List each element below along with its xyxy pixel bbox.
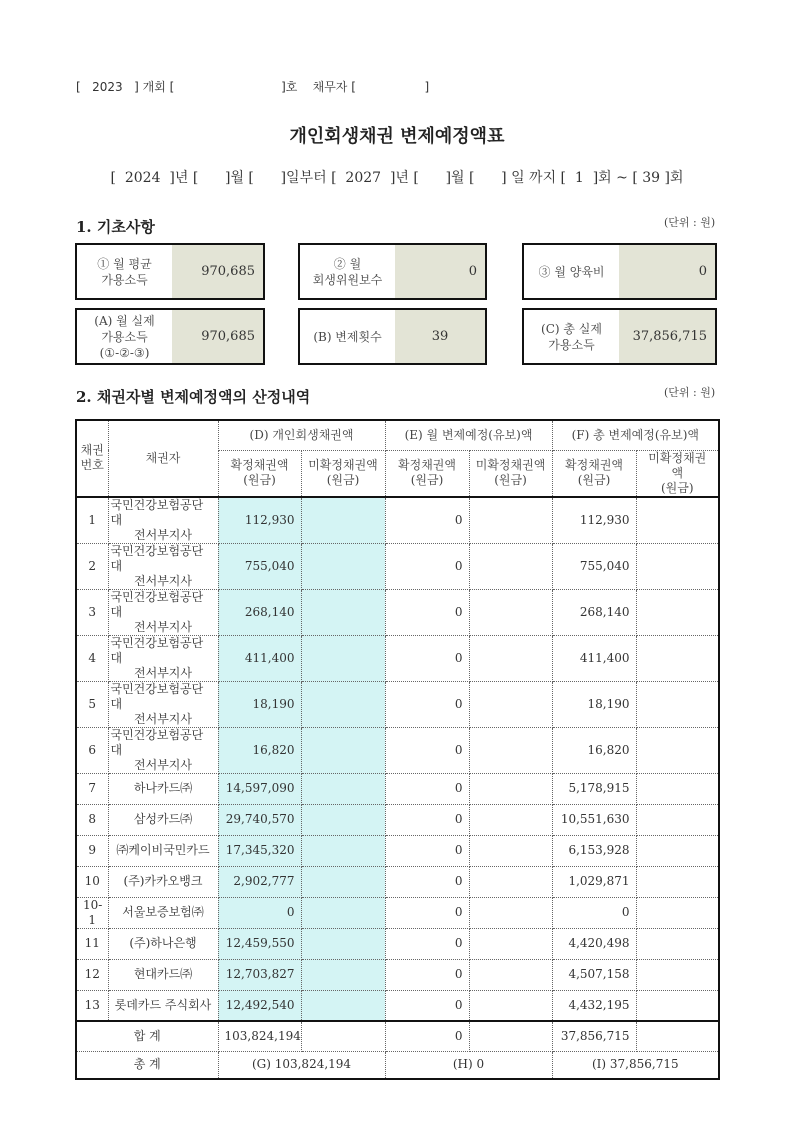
d-confirmed: 112,930 (218, 497, 301, 544)
box-value: 970,685 (172, 245, 263, 298)
creditor-name (108, 835, 218, 866)
d-unconfirmed (301, 543, 385, 589)
d-unconfirmed (301, 773, 385, 804)
d-confirmed: 0 (218, 897, 301, 928)
d-confirmed: 411,400 (218, 635, 301, 681)
f-confirmed: 18,190 (552, 681, 636, 727)
creditor-no: 9 (76, 835, 108, 866)
table-row (76, 497, 719, 544)
creditor-no: 3 (76, 589, 108, 635)
f-confirmed: 411,400 (552, 635, 636, 681)
section2-heading: 2. 채권자별 변제예정액의 산정내역 (76, 388, 311, 406)
creditor-name-line1: ㈜케이비국민카드 (116, 843, 210, 857)
f-confirmed: 112,930 (552, 497, 636, 544)
creditor-name-line1: 국민건강보험공단 대 (110, 681, 204, 711)
f-confirmed: 268,140 (552, 589, 636, 635)
table-row (76, 928, 719, 959)
header-d: (D) 개인회생채권액 (218, 420, 385, 450)
f-unconfirmed (636, 866, 719, 897)
d-confirmed: 29,740,570 (218, 804, 301, 835)
sum-e-confirmed: 0 (385, 1021, 469, 1051)
f-unconfirmed (636, 928, 719, 959)
total-g: (G) 103,824,194 (218, 1051, 385, 1079)
header-d-unconfirmed: 미확정채권액 (원금) (301, 450, 385, 497)
e-confirmed: 0 (385, 589, 469, 635)
f-unconfirmed (636, 497, 719, 544)
table-row (76, 589, 719, 635)
e-confirmed: 0 (385, 866, 469, 897)
e-confirmed: 0 (385, 835, 469, 866)
table-row (76, 804, 719, 835)
e-confirmed: 0 (385, 635, 469, 681)
total-i: (I) 37,856,715 (552, 1051, 719, 1079)
e-unconfirmed (469, 727, 552, 773)
d-unconfirmed (301, 959, 385, 990)
creditor-no: 10 (76, 866, 108, 897)
sum-f-confirmed: 37,856,715 (552, 1021, 636, 1051)
box-monthly-avg-income (75, 243, 265, 300)
box-value: 39 (395, 310, 485, 363)
box-value: 970,685 (172, 310, 263, 363)
header-e: (E) 월 변제예정(유보)액 (385, 420, 552, 450)
d-confirmed: 17,345,320 (218, 835, 301, 866)
sum-label: 합 계 (76, 1021, 218, 1051)
sum-f-unconfirmed (636, 1021, 719, 1051)
creditor-name-line1: 하나카드㈜ (133, 781, 193, 795)
creditor-name (108, 727, 218, 773)
f-confirmed: 4,432,195 (552, 990, 636, 1021)
box-label: (①-②-③) (99, 345, 150, 360)
box-label: ② 월 (333, 256, 362, 271)
f-unconfirmed (636, 635, 719, 681)
creditor-no: 12 (76, 959, 108, 990)
d-confirmed: 755,040 (218, 543, 301, 589)
d-unconfirmed (301, 727, 385, 773)
creditor-name-line1: 국민건강보험공단 대 (110, 497, 204, 527)
f-confirmed: 5,178,915 (552, 773, 636, 804)
creditor-name (108, 497, 218, 544)
section1-heading: 1. 기초사항 (76, 218, 155, 236)
creditor-name (108, 804, 218, 835)
d-unconfirmed (301, 835, 385, 866)
creditor-name-line1: (주)카카오뱅크 (123, 874, 203, 888)
f-unconfirmed (636, 681, 719, 727)
box-label: 가용소득 (101, 272, 148, 287)
e-confirmed: 0 (385, 990, 469, 1021)
table-row (76, 990, 719, 1021)
box-label: (C) 총 실제 (541, 321, 602, 336)
e-unconfirmed (469, 928, 552, 959)
total-h: (H) 0 (385, 1051, 552, 1079)
creditor-name-line1: 국민건강보험공단 대 (110, 589, 204, 619)
header-creditor-no: 채권 번호 (76, 420, 108, 497)
creditor-name-line2: 전서부지사 (134, 527, 192, 542)
f-confirmed: 16,820 (552, 727, 636, 773)
sum-row (76, 1021, 719, 1051)
creditor-name-line1: 롯데카드 주식회사 (114, 997, 212, 1012)
section1-unit: (단위 : 원) (664, 216, 716, 229)
f-confirmed: 6,153,928 (552, 835, 636, 866)
creditor-name-line1: 국민건강보험공단 대 (110, 543, 204, 573)
f-confirmed: 755,040 (552, 543, 636, 589)
box-label: ① 월 평균 (97, 256, 152, 271)
d-unconfirmed (301, 635, 385, 681)
creditor-name-line1: 국민건강보험공단 대 (110, 635, 204, 665)
creditor-name-line1: 국민건강보험공단 대 (110, 727, 204, 757)
e-unconfirmed (469, 835, 552, 866)
creditor-name (108, 543, 218, 589)
d-confirmed: 14,597,090 (218, 773, 301, 804)
header-e-confirmed: 확정채권액 (원금) (385, 450, 469, 497)
table-row (76, 635, 719, 681)
f-confirmed: 4,420,498 (552, 928, 636, 959)
section2-unit: (단위 : 원) (664, 386, 716, 399)
repayment-period: [ 2024 ]년 [ ]월 [ ]일부터 [ 2027 ]년 [ ]월 [ ] 일 까지 [ 1 ]회 ~ [ 39 ]회 (110, 170, 684, 186)
d-confirmed: 12,492,540 (218, 990, 301, 1021)
creditor-name-line2: 전서부지사 (134, 619, 192, 634)
f-unconfirmed (636, 959, 719, 990)
sum-d-confirmed: 103,824,194 (218, 1021, 301, 1051)
box-actual-monthly-income (75, 308, 265, 365)
creditor-name-line1: 삼성카드㈜ (133, 812, 193, 826)
grand-total-row (76, 1051, 719, 1079)
e-unconfirmed (469, 773, 552, 804)
e-unconfirmed (469, 990, 552, 1021)
f-confirmed: 1,029,871 (552, 866, 636, 897)
creditor-no: 7 (76, 773, 108, 804)
box-label: (B) 변제횟수 (313, 329, 382, 344)
table-row (76, 835, 719, 866)
creditor-repayment-table (75, 419, 720, 1080)
creditor-name-line2: 전서부지사 (134, 573, 192, 588)
f-unconfirmed (636, 804, 719, 835)
table-row (76, 959, 719, 990)
creditor-no: 2 (76, 543, 108, 589)
e-confirmed: 0 (385, 543, 469, 589)
f-unconfirmed (636, 773, 719, 804)
box-total-actual-income (522, 308, 717, 365)
creditor-name-line2: 전서부지사 (134, 665, 192, 680)
e-confirmed: 0 (385, 773, 469, 804)
header-d-confirmed: 확정채권액 (원금) (218, 450, 301, 497)
creditor-name (108, 959, 218, 990)
creditor-no: 13 (76, 990, 108, 1021)
table-row (76, 773, 719, 804)
e-unconfirmed (469, 866, 552, 897)
page-title: 개인회생채권 변제예정액표 (289, 126, 505, 147)
creditor-name (108, 866, 218, 897)
box-child-support (522, 243, 717, 300)
e-unconfirmed (469, 897, 552, 928)
creditor-name-line1: 서울보증보험㈜ (122, 905, 204, 919)
header-f: (F) 총 변제예정(유보)액 (552, 420, 719, 450)
e-confirmed: 0 (385, 928, 469, 959)
header-f-confirmed: 확정채권액 (원금) (552, 450, 636, 497)
d-confirmed: 16,820 (218, 727, 301, 773)
d-confirmed: 18,190 (218, 681, 301, 727)
box-label: 가용소득 (548, 337, 595, 352)
e-confirmed: 0 (385, 681, 469, 727)
box-label: (A) 월 실제 (94, 313, 155, 328)
creditor-name (108, 897, 218, 928)
e-unconfirmed (469, 804, 552, 835)
creditor-name-line1: (주)하나은행 (129, 936, 197, 950)
box-value: 0 (619, 245, 715, 298)
e-confirmed: 0 (385, 959, 469, 990)
box-label: 가용소득 (101, 329, 148, 344)
e-unconfirmed (469, 635, 552, 681)
e-unconfirmed (469, 681, 552, 727)
creditor-no: 1 (76, 497, 108, 544)
f-confirmed: 10,551,630 (552, 804, 636, 835)
box-value: 0 (395, 245, 485, 298)
table-row (76, 897, 719, 928)
header-creditor: 채권자 (108, 420, 218, 497)
e-confirmed: 0 (385, 727, 469, 773)
creditor-name (108, 635, 218, 681)
sum-e-unconfirmed (469, 1021, 552, 1051)
creditor-no: 10-1 (76, 897, 108, 928)
creditor-no: 6 (76, 727, 108, 773)
creditor-name (108, 990, 218, 1021)
table-row (76, 727, 719, 773)
e-unconfirmed (469, 959, 552, 990)
d-unconfirmed (301, 497, 385, 544)
d-unconfirmed (301, 681, 385, 727)
f-unconfirmed (636, 543, 719, 589)
box-value: 37,856,715 (619, 310, 715, 363)
total-label: 총 계 (76, 1051, 218, 1079)
d-unconfirmed (301, 866, 385, 897)
d-unconfirmed (301, 990, 385, 1021)
d-confirmed: 12,703,827 (218, 959, 301, 990)
e-confirmed: 0 (385, 497, 469, 544)
table-row (76, 681, 719, 727)
e-confirmed: 0 (385, 804, 469, 835)
header-f-unconfirmed: 미확정채권액 (원금) (636, 450, 719, 497)
case-number-line: [ 2023 ] 개회 [ ]호 채무자 [ ] (76, 80, 430, 94)
d-unconfirmed (301, 804, 385, 835)
d-unconfirmed (301, 589, 385, 635)
creditor-name (108, 589, 218, 635)
e-unconfirmed (469, 497, 552, 544)
f-confirmed: 4,507,158 (552, 959, 636, 990)
box-trustee-fee (298, 243, 487, 300)
creditor-no: 8 (76, 804, 108, 835)
d-confirmed: 12,459,550 (218, 928, 301, 959)
sum-d-unconfirmed (301, 1021, 385, 1051)
e-unconfirmed (469, 589, 552, 635)
e-unconfirmed (469, 543, 552, 589)
creditor-name (108, 773, 218, 804)
creditor-name-line2: 전서부지사 (134, 711, 192, 726)
d-confirmed: 2,902,777 (218, 866, 301, 897)
f-unconfirmed (636, 835, 719, 866)
creditor-name (108, 928, 218, 959)
header-e-unconfirmed: 미확정채권액 (원금) (469, 450, 552, 497)
box-label: 회생위원보수 (312, 272, 383, 287)
creditor-name (108, 681, 218, 727)
table-row (76, 543, 719, 589)
creditor-name-line2: 전서부지사 (134, 757, 192, 772)
d-unconfirmed (301, 928, 385, 959)
f-unconfirmed (636, 589, 719, 635)
creditor-no: 5 (76, 681, 108, 727)
f-unconfirmed (636, 990, 719, 1021)
d-confirmed: 268,140 (218, 589, 301, 635)
e-confirmed: 0 (385, 897, 469, 928)
box-repayment-count (298, 308, 487, 365)
box-label: ③ 월 양육비 (538, 264, 605, 279)
creditor-no: 4 (76, 635, 108, 681)
f-confirmed: 0 (552, 897, 636, 928)
creditor-no: 11 (76, 928, 108, 959)
d-unconfirmed (301, 897, 385, 928)
f-unconfirmed (636, 897, 719, 928)
table-row (76, 866, 719, 897)
creditor-name-line1: 현대카드㈜ (133, 967, 193, 981)
f-unconfirmed (636, 727, 719, 773)
